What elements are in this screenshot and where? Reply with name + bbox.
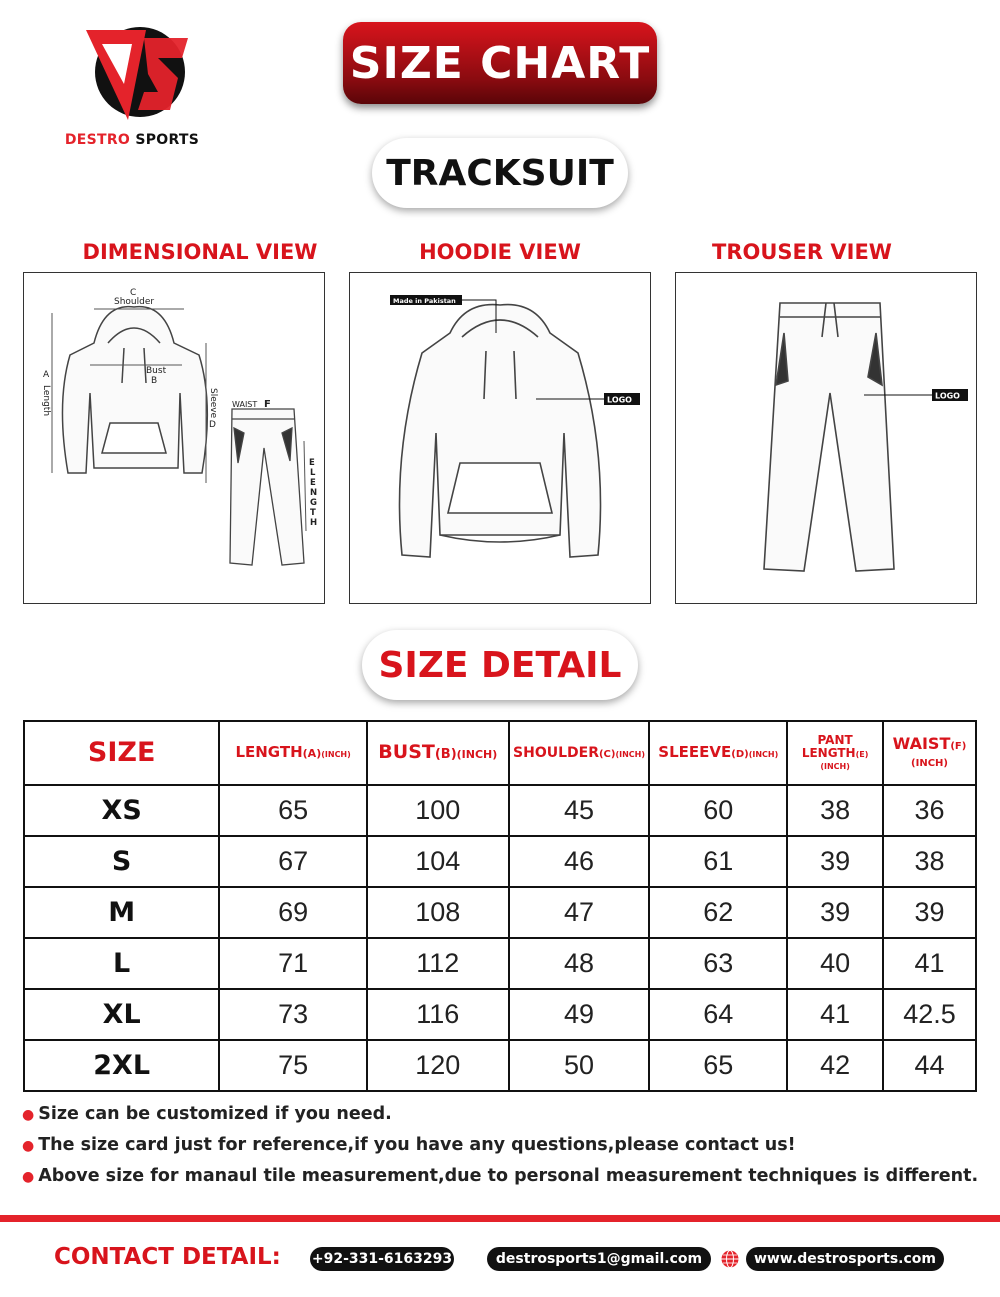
table-row: [24, 1040, 976, 1091]
trouser-icon: [230, 409, 304, 565]
size-table: [23, 720, 977, 1092]
length-cell: 65: [219, 785, 367, 836]
pant-length-cell: 38: [787, 785, 883, 836]
bullet-icon: ●: [22, 1169, 35, 1185]
svg-text:N: N: [310, 488, 318, 498]
bust-letter: B: [151, 376, 158, 386]
shoulder-cell: 47: [509, 887, 650, 938]
size-detail-title: SIZE DETAIL: [362, 630, 638, 700]
size-cell: M: [24, 887, 219, 938]
length-label: Length: [41, 385, 51, 417]
waist-label: WAIST: [232, 400, 258, 409]
note-item: ● The size card just for reference,if you have any questions,please contact us!: [22, 1135, 796, 1155]
pant-length-cell: 40: [787, 938, 883, 989]
pant-length-cell: 39: [787, 887, 883, 938]
waist-cell: 41: [883, 938, 976, 989]
waist-cell: 36: [883, 785, 976, 836]
header-bust: BUST(B)(INCH): [367, 721, 509, 785]
header-size: SIZE: [24, 721, 219, 785]
hoodie-view-panel: [349, 272, 651, 604]
phone-chip[interactable]: +92-331-6163293: [310, 1247, 454, 1271]
trouser-drawing: [676, 273, 976, 603]
table-row: [24, 989, 976, 1040]
sleeve-cell: 63: [649, 938, 787, 989]
table-header-row: [24, 721, 976, 785]
table-row: [24, 938, 976, 989]
header-waist: WAIST(F) (INCH): [883, 721, 976, 785]
bullet-icon: ●: [22, 1107, 35, 1123]
hoodie-icon: [400, 305, 601, 557]
hoodie-drawing: [350, 273, 650, 603]
website-chip[interactable]: www.destrosports.com: [746, 1247, 944, 1271]
pant-length-cell: 41: [787, 989, 883, 1040]
size-cell: L: [24, 938, 219, 989]
sleeve-label: Sleeve: [208, 388, 218, 419]
pant-length-cell: 42: [787, 1040, 883, 1091]
header-shoulder: SHOULDER(C)(INCH): [509, 721, 650, 785]
waist-letter: F: [264, 399, 271, 410]
trouser-icon: [764, 303, 894, 571]
bust-cell: 104: [367, 836, 509, 887]
bust-label: Bust: [146, 366, 167, 376]
length-cell: 71: [219, 938, 367, 989]
hoodie-logo-label: LOGO: [607, 395, 632, 405]
dimensional-drawing: [24, 273, 324, 603]
waist-cell: 39: [883, 887, 976, 938]
sleeve-letter: D: [209, 420, 216, 430]
dimensional-view-panel: [23, 272, 325, 604]
sleeve-cell: 65: [649, 1040, 787, 1091]
email-chip[interactable]: destrosports1@gmail.com: [487, 1247, 711, 1271]
size-cell: 2XL: [24, 1040, 219, 1091]
shoulder-letter: C: [130, 288, 137, 298]
hoodie-icon: [62, 307, 207, 473]
dimensional-view-label: DIMENSIONAL VIEW: [82, 240, 318, 264]
size-cell: S: [24, 836, 219, 887]
length-cell: 69: [219, 887, 367, 938]
brand-name-part2: SPORTS: [135, 132, 200, 148]
sleeve-cell: 60: [649, 785, 787, 836]
table-row: [24, 887, 976, 938]
shoulder-cell: 46: [509, 836, 650, 887]
size-cell: XL: [24, 989, 219, 1040]
brand-name: [62, 132, 202, 148]
trouser-logo-label: LOGO: [935, 391, 960, 401]
waist-cell: 44: [883, 1040, 976, 1091]
notes-list: [22, 1104, 982, 1197]
svg-text:T: T: [310, 508, 316, 518]
page-title: SIZE CHART: [343, 22, 657, 104]
length-cell: 67: [219, 836, 367, 887]
svg-text:L: L: [310, 468, 316, 478]
svg-text:G: G: [310, 498, 317, 508]
brand-name-part1: DESTRO: [64, 132, 131, 148]
waist-cell: 38: [883, 836, 976, 887]
contact-label: CONTACT DETAIL:: [54, 1244, 281, 1270]
bust-cell: 108: [367, 887, 509, 938]
pant-length-cell: 39: [787, 836, 883, 887]
header-length: LENGTH(A)(INCH): [219, 721, 367, 785]
length-cell: 75: [219, 1040, 367, 1091]
shoulder-cell: 45: [509, 785, 650, 836]
svg-text:E: E: [310, 478, 316, 488]
table-row: [24, 785, 976, 836]
bullet-icon: ●: [22, 1138, 35, 1154]
note-item: ● Size can be customized if you need.: [22, 1104, 392, 1124]
bust-cell: 120: [367, 1040, 509, 1091]
bust-cell: 100: [367, 785, 509, 836]
bust-cell: 112: [367, 938, 509, 989]
sleeve-cell: 62: [649, 887, 787, 938]
table-row: [24, 836, 976, 887]
hoodie-view-label: HOODIE VIEW: [419, 240, 581, 264]
globe-icon: [720, 1249, 740, 1269]
bust-cell: 116: [367, 989, 509, 1040]
sleeve-cell: 61: [649, 836, 787, 887]
shoulder-cell: 48: [509, 938, 650, 989]
trouser-view-label: TROUSER VIEW: [712, 240, 892, 264]
length-cell: 73: [219, 989, 367, 1040]
made-in-label: Made in Pakistan: [393, 297, 456, 305]
length-letter: A: [43, 370, 50, 380]
svg-text:E: E: [309, 458, 315, 468]
product-subtitle: TRACKSUIT: [372, 138, 628, 208]
header-pant-length: PANT LENGTH(E)(INCH): [787, 721, 883, 785]
header-sleeve: SLEEEVE(D)(INCH): [649, 721, 787, 785]
pant-length-letters: [309, 458, 317, 528]
note-item: ● Above size for manaul tile measurement,due to personal measurement techniques is different.: [22, 1166, 979, 1186]
waist-cell: 42.5: [883, 989, 976, 1040]
trouser-view-panel: [675, 272, 977, 604]
shoulder-cell: 49: [509, 989, 650, 1040]
size-cell: XS: [24, 785, 219, 836]
brand-logo: [78, 22, 198, 122]
shoulder-label: Shoulder: [114, 297, 155, 307]
divider: [0, 1215, 1000, 1222]
svg-text:H: H: [310, 518, 318, 528]
sleeve-cell: 64: [649, 989, 787, 1040]
shoulder-cell: 50: [509, 1040, 650, 1091]
